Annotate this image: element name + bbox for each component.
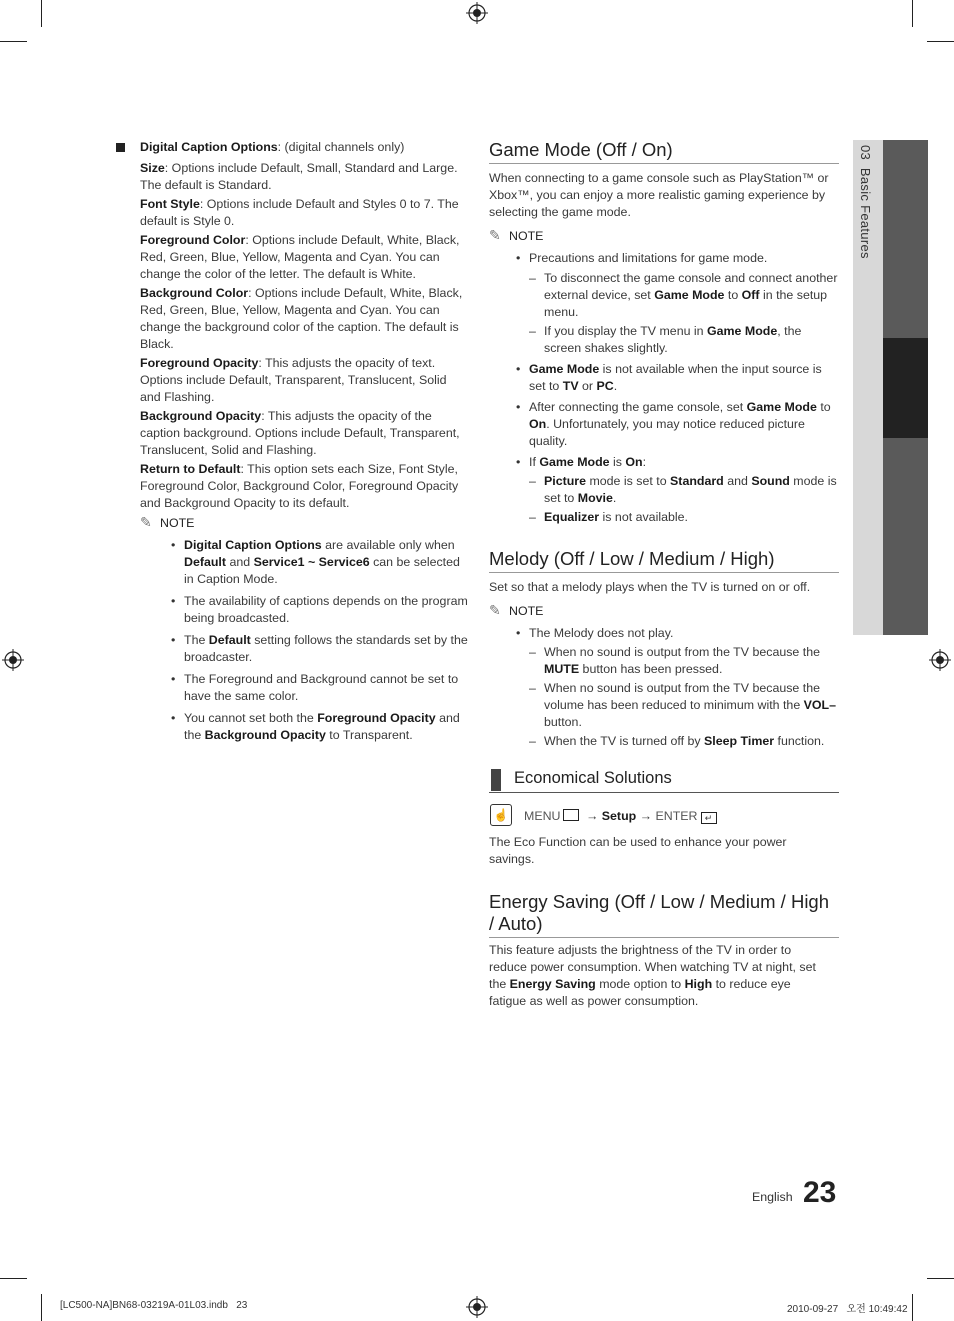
- section-title-economical: Economical Solutions: [514, 769, 672, 787]
- melody-section: [489, 579, 839, 750]
- text: When the TV is turned off by: [544, 734, 705, 748]
- option-font-style: [140, 196, 470, 230]
- section-title-game-mode: Game Mode (Off / On): [489, 139, 839, 164]
- option-label: Foreground Opacity: [140, 356, 259, 370]
- text: The availability of captions depends on the program being broadcasted.: [184, 594, 468, 625]
- registration-mark-icon: [466, 2, 488, 24]
- sub-item: [544, 473, 839, 507]
- text: in the setup menu.: [544, 288, 828, 319]
- registration-mark-icon: [466, 1296, 488, 1318]
- option-label: Background Color: [140, 286, 249, 300]
- note-item: [184, 537, 470, 588]
- dco-title: Digital Caption Options: [140, 140, 278, 154]
- text: After connecting the game console, set: [529, 400, 747, 414]
- text: button has been pressed.: [579, 662, 723, 676]
- text: :: [642, 455, 647, 469]
- text: You cannot set both the: [184, 711, 318, 725]
- sub-item: [544, 733, 839, 750]
- crop-mark: [41, 1294, 42, 1321]
- section-title-energy-saving: Energy Saving (Off / Low / Medium / High / Auto): [489, 891, 839, 938]
- option-label: Foreground Color: [140, 233, 246, 247]
- chapter-title: Basic Features: [858, 167, 873, 259]
- digital-caption-options: [140, 139, 470, 744]
- note-label: NOTE: [160, 516, 195, 530]
- bold-text: Game Mode: [539, 455, 610, 469]
- bold-text: Default: [184, 555, 226, 569]
- option-text: : This adjusts the opacity of text. Options include Default, Transparent, Translucent, Solid and Flashing.: [140, 356, 447, 404]
- option-size: [140, 160, 470, 194]
- section-title-melody: Melody (Off / Low / Medium / High): [489, 548, 839, 573]
- hand-icon: ☝: [490, 804, 512, 826]
- menu-label: MENU: [524, 809, 561, 823]
- note-item: [529, 399, 839, 450]
- bold-text: Digital Caption Options: [184, 538, 322, 552]
- enter-label: ENTER: [655, 809, 698, 823]
- divider: [489, 792, 839, 793]
- bold-text: Service1 ~ Service6: [253, 555, 370, 569]
- bold-text: VOL–: [803, 698, 837, 712]
- arrow: →: [585, 809, 599, 823]
- option-label: Background Opacity: [140, 409, 262, 423]
- text: and: [226, 555, 254, 569]
- footer-language: English: [752, 1190, 793, 1204]
- sub-item: [544, 644, 839, 678]
- option-foreground-color: [140, 232, 470, 283]
- text: setting follows the standards set by the broadcaster.: [184, 633, 468, 664]
- bold-text: Equalizer: [544, 510, 600, 524]
- text: .: [613, 379, 618, 393]
- option-text: : This adjusts the opacity of the caption background. Options include Default, Transparent, Translucent, Solid and Flashing.: [140, 409, 460, 457]
- dco-subtitle: : (digital channels only): [277, 140, 405, 154]
- text: This feature adjusts the brightness of the TV in order to reduce power consumption. When watching TV at night, set the: [489, 943, 816, 991]
- text: to: [816, 400, 831, 414]
- note-heading: [489, 227, 839, 245]
- option-foreground-opacity: [140, 355, 470, 406]
- text: is not available when the input source is set to: [529, 362, 822, 393]
- text: The: [184, 633, 209, 647]
- pencil-icon: ✎: [489, 602, 501, 618]
- option-label: Size: [140, 161, 165, 175]
- text: button.: [544, 715, 582, 729]
- crop-mark: [912, 0, 913, 27]
- bold-text: Game Mode: [654, 288, 725, 302]
- text: to reduce eye fatigue as well as power consumption.: [489, 977, 791, 1008]
- sub-item: [544, 323, 839, 357]
- text: . Unfortunately, you may notice reduced picture quality.: [529, 417, 805, 448]
- text: can be selected in Caption Mode.: [184, 555, 460, 586]
- text: .: [612, 491, 617, 505]
- setup-label: Setup: [601, 809, 637, 823]
- text: mode is set to: [544, 474, 837, 505]
- sub-item: [544, 680, 839, 731]
- crop-mark: [0, 41, 27, 42]
- crop-mark: [927, 1278, 954, 1279]
- option-label: Return to Default: [140, 462, 241, 476]
- bold-text: Movie: [577, 491, 613, 505]
- bold-text: Default: [208, 633, 251, 647]
- eco-intro: The Eco Function can be used to enhance your power savings.: [489, 835, 787, 866]
- pencil-icon: ✎: [140, 514, 152, 530]
- bold-text: Game Mode: [746, 400, 817, 414]
- text: function.: [774, 734, 825, 748]
- text: , the screen shakes slightly.: [544, 324, 802, 355]
- option-text: : Options include Default and Styles 0 to 7. The default is Style 0.: [140, 197, 459, 228]
- note-heading: [489, 602, 839, 620]
- chapter-number: 03: [858, 145, 873, 161]
- crop-mark: [927, 41, 954, 42]
- text: to Transparent.: [325, 728, 413, 742]
- game-intro: When connecting to a game console such as PlayStation™ or Xbox™, you can enjoy a more realistic gaming experience by selecting the game mode.: [489, 171, 829, 219]
- text: Precautions and limitations for game mode.: [529, 251, 768, 265]
- text: If: [529, 455, 540, 469]
- bold-text: PC: [596, 379, 614, 393]
- note-item: [529, 625, 839, 642]
- chapter-tab-block: [883, 140, 928, 338]
- bold-text: Background Opacity: [204, 728, 326, 742]
- crop-mark: [912, 1294, 913, 1321]
- note-label: NOTE: [509, 604, 544, 618]
- option-text: : Options include Default, Small, Standard and Large. The default is Standard.: [140, 161, 458, 192]
- chapter-label: [858, 145, 873, 259]
- text: When no sound is output from the TV because the: [544, 645, 820, 659]
- square-bullet-icon: [116, 143, 125, 152]
- menu-path: [524, 808, 717, 825]
- sub-item: [544, 270, 839, 321]
- menu-icon: [563, 809, 579, 821]
- note-item: [529, 454, 839, 471]
- melody-intro: Set so that a melody plays when the TV is turned on or off.: [489, 580, 811, 594]
- option-text: : This option sets each Size, Font Style, Foreground Color, Background Color, Foreground Opacity and Background Opacity to its default.: [140, 462, 459, 510]
- crop-mark: [41, 0, 42, 27]
- text: When no sound is output from the TV because the volume has been reduced to minimum with the: [544, 681, 820, 712]
- bold-text: Sound: [751, 474, 790, 488]
- note-item: [529, 361, 839, 395]
- bold-text: On: [625, 455, 643, 469]
- note-item: [529, 250, 839, 267]
- text: is not available.: [599, 510, 688, 524]
- sub-item: [544, 509, 839, 526]
- text: is: [609, 455, 626, 469]
- bold-text: High: [684, 977, 713, 991]
- text: and: [723, 474, 752, 488]
- text: and the: [184, 711, 460, 742]
- note-item: [184, 710, 470, 744]
- enter-icon: ↵: [701, 812, 717, 824]
- energy-saving-section: [489, 942, 829, 1010]
- option-background-color: [140, 285, 470, 353]
- text: are available only when: [321, 538, 455, 552]
- chapter-tab-active: [883, 338, 928, 438]
- text: To disconnect the game console and connect another external device, set: [544, 271, 838, 302]
- page-number: 23: [803, 1176, 837, 1209]
- note-item: [184, 671, 470, 705]
- bold-text: On: [529, 417, 547, 431]
- text: mode is set to: [586, 474, 671, 488]
- footer-date: 2010-09-27 오전 10:49:42: [787, 1304, 908, 1315]
- pencil-icon: ✎: [489, 227, 501, 243]
- section-marker: [491, 769, 501, 791]
- bold-text: Foreground Opacity: [317, 711, 436, 725]
- note-heading: [140, 514, 470, 532]
- text: If you display the TV menu in: [544, 324, 708, 338]
- text: mode option to: [595, 977, 685, 991]
- registration-mark-icon: [2, 649, 24, 671]
- game-mode-section: [489, 170, 839, 526]
- bold-text: Game Mode: [707, 324, 778, 338]
- bold-text: MUTE: [544, 662, 580, 676]
- option-background-opacity: [140, 408, 470, 459]
- crop-mark: [0, 1278, 27, 1279]
- arrow: →: [639, 809, 653, 823]
- note-label: NOTE: [509, 229, 544, 243]
- footer-file: [LC500-NA]BN68-03219A-01L03.indb 23: [60, 1300, 248, 1311]
- text: The Melody does not play.: [529, 626, 674, 640]
- note-item: [184, 632, 470, 666]
- option-text: : Options include Default, White, Black, Red, Green, Blue, Yellow, Magenta and Cyan. You can change the background color of the caption. The default is Black.: [140, 286, 463, 351]
- bold-text: Game Mode: [529, 362, 600, 376]
- bold-text: Standard: [670, 474, 724, 488]
- text: or: [578, 379, 597, 393]
- text: The Foreground and Background cannot be set to have the same color.: [184, 672, 459, 703]
- bold-text: Energy Saving: [509, 977, 596, 991]
- option-label: Font Style: [140, 197, 200, 211]
- bold-text: Picture: [544, 474, 587, 488]
- registration-mark-icon: [929, 649, 951, 671]
- option-text: : Options include Default, White, Black, Red, Green, Blue, Yellow, Magenta and Cyan. You can change the color of the letter. The default is White.: [140, 233, 460, 281]
- bold-text: Off: [741, 288, 760, 302]
- chapter-tab-block: [883, 438, 928, 635]
- text: to: [724, 288, 742, 302]
- bold-text: Sleep Timer: [704, 734, 775, 748]
- bold-text: TV: [562, 379, 579, 393]
- note-item: [184, 593, 470, 627]
- option-return-to-default: [140, 461, 470, 512]
